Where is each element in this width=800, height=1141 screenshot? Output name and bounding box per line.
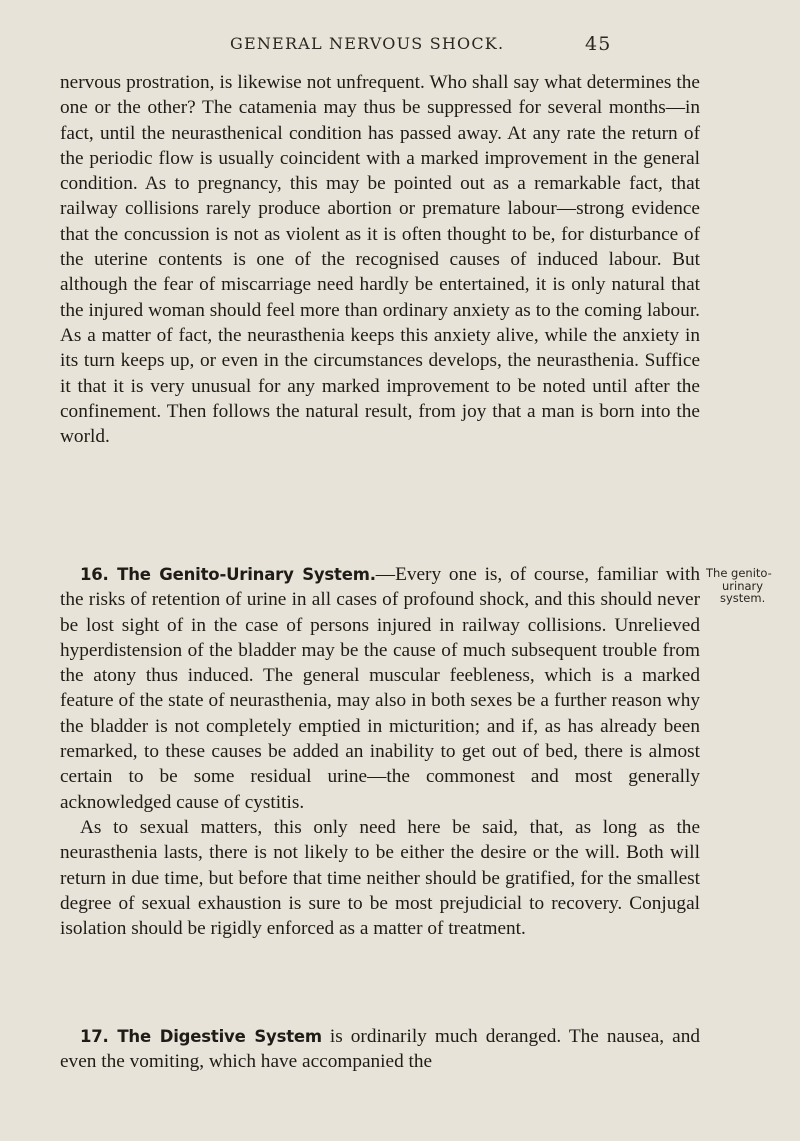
- margin-note-line: system.: [720, 591, 766, 605]
- margin-note-line: The genito-: [706, 566, 772, 580]
- page-number: 45: [585, 33, 612, 55]
- continuation-paragraph: [60, 70, 700, 449]
- paragraph-text: nervous prostration, is likewise not unfrequent. Who shall say what determines the one or the other? The catamenia may thus be suppressed for several months—in fact, until the neurasthenical condition has passed away. At any rate the return of the periodic flow is usually coincident with a marked improvement in the general condition. As to pregnancy, this may be pointed out as a remarkable fact, that railway collisions rarely produce abortion or premature labour—strong evidence that the concussion is not as violent as it is often thought to be, for disturbance of the uterine contents is one of the recognised causes of induced labour. But although the fear of miscarriage need hardly be entertained, it is only natural that the injured woman should feel more than ordinary anxiety as to the coming labour. As a matter of fact, the neurasthenia keeps this anxiety alive, while the anxiety in its turn keeps up, or even in the circumstances develops, the neurasthenia. Suffice it that it is very unusual for any marked improvement to be noted until after the confinement. Then follows the natural result, from joy that a man is born into the world.: [60, 72, 700, 448]
- section-17-heading: 17. The Digestive System: [80, 1027, 322, 1046]
- running-title: GENERAL NERVOUS SHOCK.: [230, 34, 505, 53]
- section-17-text: is ordinarily much deranged. The nausea, and even the vomiting, which have accompanied the: [60, 1026, 700, 1073]
- margin-note: [706, 567, 798, 605]
- section-16-heading: 16. The Genito-Urinary System.: [80, 565, 376, 584]
- section-16-paragraph: [60, 562, 700, 815]
- section-16-second-paragraph: As to sexual matters, this only need here be said, that, as long as the neurasthenia lasts, there is not likely to be either the desire or the will. Both will return in due time, but before that time neither should be gratified, for the smallest degree of sexual exhaustion is sure to be most prejudicial to recovery. Conjugal isolation should be rigidly enforced as a matter of treatment.: [60, 816, 700, 940]
- running-head: [230, 34, 730, 60]
- section-genito-urinary: [60, 562, 700, 941]
- section-digestive: [60, 1024, 700, 1075]
- margin-note-line: urinary: [722, 578, 764, 593]
- section-17-paragraph: [60, 1024, 700, 1075]
- section-16-text: —Every one is, of course, familiar with the risks of retention of urine in all cases of profound shock, and this should never be lost sight of in the case of persons injured in railway collisions. Unrelieved hyperdistension of the bladder may be the cause of much subsequent trouble from the atony thus induced. The general muscular feebleness, which is a marked feature of the state of neurasthenia, may also in both sexes be a further reason why the bladder is not completely emptied in micturition; and if, as has already been remarked, to these causes be added an inability to get out of bed, there is almost certain to be some residual urine—the commonest and most generally acknowledged cause of cystitis.: [60, 564, 700, 813]
